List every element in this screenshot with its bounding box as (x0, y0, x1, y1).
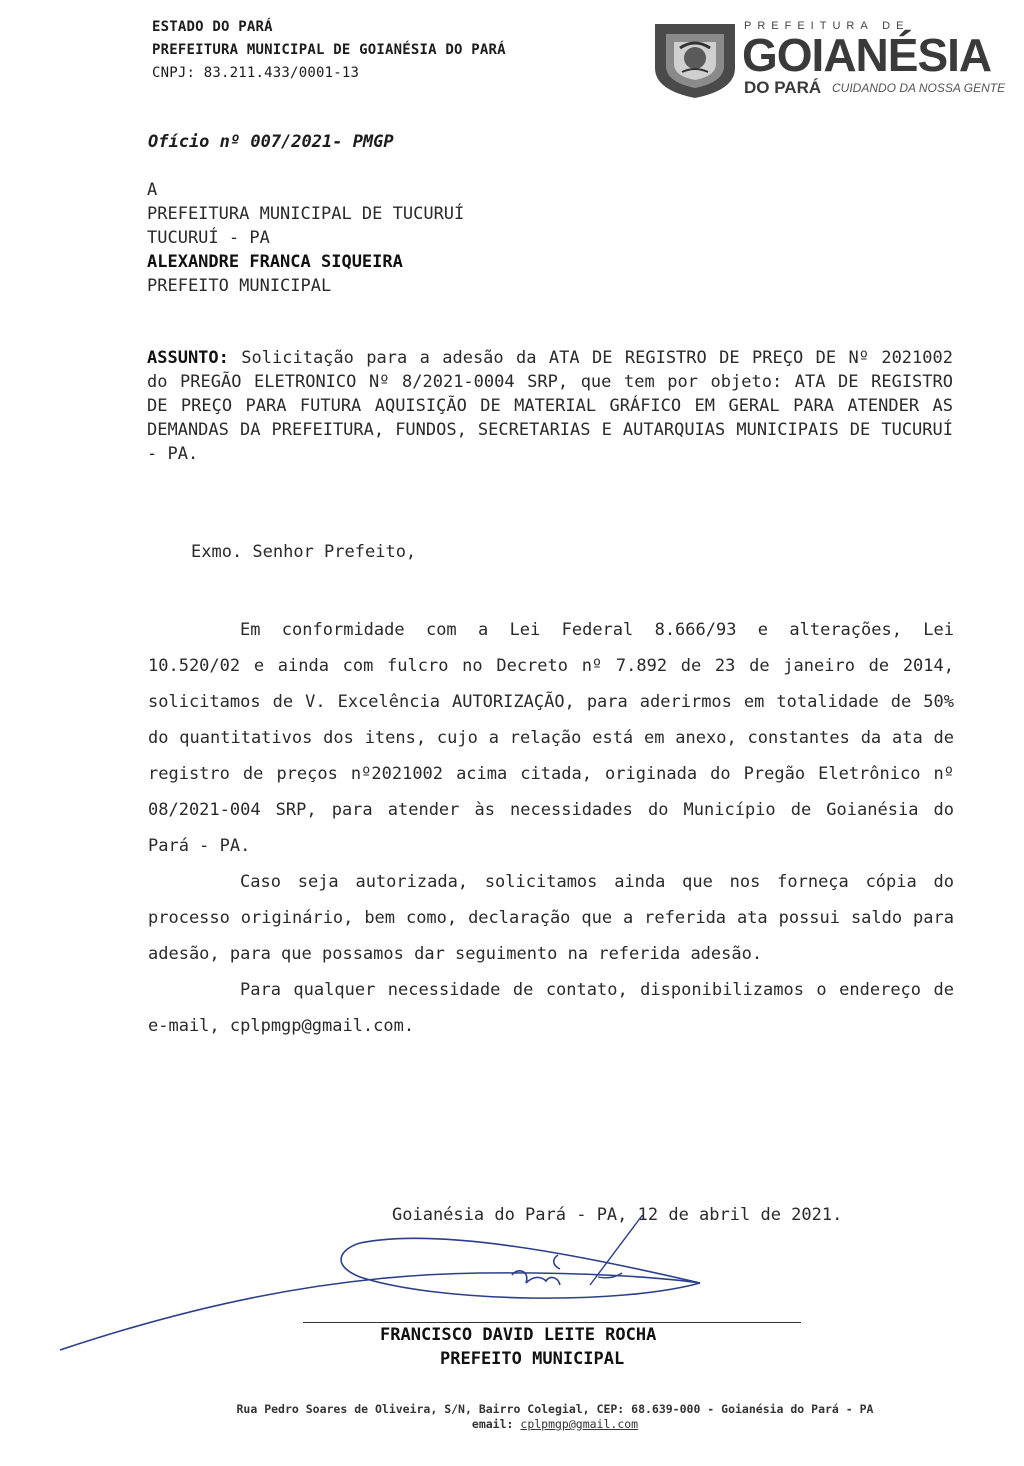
logo-slogan: CUIDANDO DA NOSSA GENTE (832, 81, 1006, 95)
recipient-block (147, 178, 464, 298)
subject-text: Solicitação para a adesão da ATA DE REGISTRO DE PREÇO DE Nº 2021002 do PREGÃO ELETRONICO Nº 8/2021-0004 SRP, que tem por objeto: ATA DE REGISTRO DE PREÇO PARA FUTURA AQUISIÇÃO DE MATERIAL GRÁFICO EM GERAL PARA ATENDER AS DEMANDAS DA PREFEITURA, FUNDOS, SECRETARIAS E AUTARQUIAS MUNICIPAIS DE TUCURUÍ - PA. (147, 348, 953, 464)
recipient-organization: PREFEITURA MUNICIPAL DE TUCURUÍ (147, 204, 465, 224)
signature-line (303, 1322, 801, 1323)
signatory-role: PREFEITO MUNICIPAL (440, 1349, 625, 1369)
footer-email-link[interactable]: cplpmgp@gmail.com (520, 1417, 639, 1431)
place-and-date: Goianésia do Pará - PA, 12 de abril de 2021. (392, 1205, 843, 1225)
body-paragraph: Em conformidade com a Lei Federal 8.666/93 e alterações, Lei 10.520/02 e ainda com fulcro no Decreto nº 7.892 de 23 de janeiro de 2014, solicitamos de V. Excelência AUTORIZAÇÃO, para aderirmos em totalidade de 50% do quantitativos dos itens, cujo a relação está em anexo, constantes da ata de registro de preços nº2021002 acima citada, originada do Pregão Eletrônico nº 08/2021-004 SRP, para atender às necessidades do Município de Goianésia do Pará - PA. (148, 620, 954, 856)
footer-email-line (0, 1417, 1024, 1432)
recipient-role: PREFEITO MUNICIPAL (147, 276, 332, 296)
cnpj-line: CNPJ: 83.211.433/0001-13 (152, 65, 360, 81)
document-number: Ofício nº 007/2021- PMGP (148, 132, 394, 152)
footer-email-label: email: (471, 1417, 514, 1431)
municipality-line: PREFEITURA MUNICIPAL DE GOIANÉSIA DO PARÁ (152, 42, 506, 58)
coat-of-arms-icon (652, 18, 738, 100)
recipient-city: TUCURUÍ - PA (147, 228, 270, 248)
body-paragraph: Caso seja autorizada, solicitamos ainda que nos forneça cópia do processo originário, bem como, declaração que a referida ata possui saldo para adesão, para que possamos dar seguimento na referida adesão. (148, 872, 954, 964)
recipient-name: ALEXANDRE FRANCA SIQUEIRA (147, 252, 403, 272)
signatory-name: FRANCISCO DAVID LEITE ROCHA (380, 1325, 657, 1345)
recipient-prefix: A (147, 180, 158, 200)
subject-label: ASSUNTO: (147, 348, 229, 368)
logo-prefeitura-text: PREFEITURA DE (744, 20, 910, 32)
letter-body (148, 612, 954, 1044)
subject-block (147, 346, 953, 466)
letterhead (152, 16, 506, 85)
footer-address: Rua Pedro Soares de Oliveira, S/N, Bairro Colegial, CEP: 68.639-000 - Goianésia do Pará - PA (236, 1402, 874, 1416)
logo-state-text: DO PARÁ (744, 78, 822, 97)
salutation: Exmo. Senhor Prefeito, (191, 542, 417, 562)
municipality-logo (652, 18, 1006, 100)
footer (0, 1402, 1024, 1432)
body-paragraph: Para qualquer necessidade de contato, disponibilizamos o endereço de e-mail, cplpmgp@gmail.com. (148, 980, 954, 1036)
logo-city-name: GOIANÉSIA (742, 29, 992, 81)
state-line: ESTADO DO PARÁ (152, 19, 273, 35)
